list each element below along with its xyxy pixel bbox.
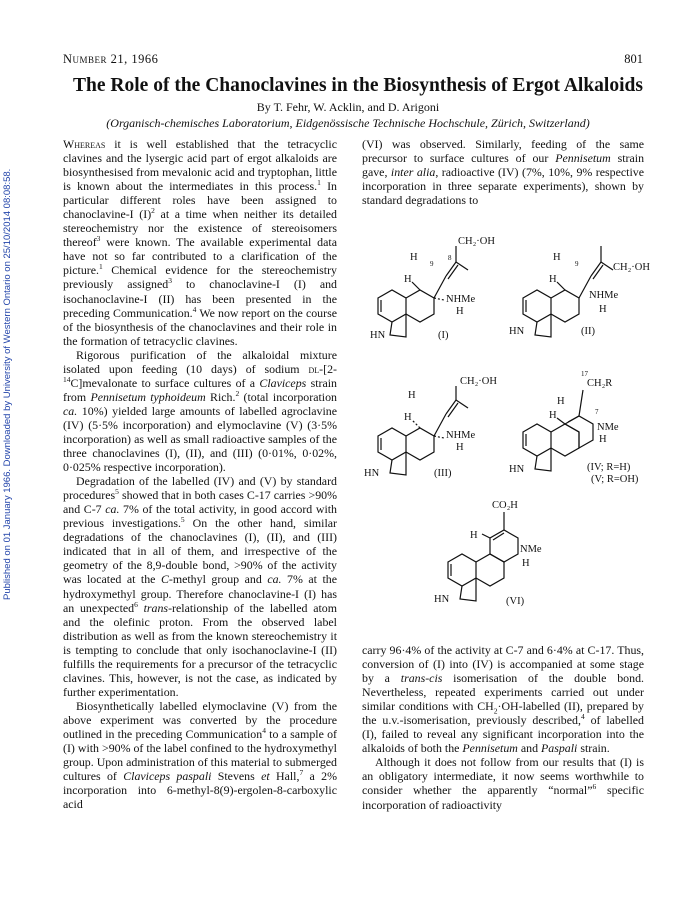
structure-IV-V-skeleton (505, 370, 655, 490)
structure-II-skeleton (505, 240, 645, 350)
page-header (63, 52, 643, 68)
paragraph-7: Although it does not follow from our results that (I) is an obligatory intermediate, it now seems worthwhile to consider whether the apparently “normal”$^6$ specific incorporation of radioactivity (362, 755, 644, 812)
structure-II: H 9 CH₂·OH H NHMe H HN (II) (505, 240, 645, 350)
download-watermark: Published on 01 January 1966. Downloaded by University of Western Ontario on 25/10/2014 08:08:58. (2, 168, 13, 600)
article-title: The Role of the Chanoclavines in the Biosynthesis of Ergot Alkaloids (73, 75, 643, 96)
authors: By T. Fehr, W. Acklin, and D. Arigoni (256, 100, 440, 114)
paragraph-6: carry 96·4% of the activity at C-7 and 6·4% at C-17. Thus, conversion of (I) into (IV) is accompanied at some stage by a trans-cis isomerisation of the double bond. Nevertheless, repeated experiments carried out under similar conditions with $CH_2\cdot OH$-labelled (II), prepared by the u.v.-isomerisation, previously described,$^4$ of labelled (I), failed to reveal any significant incorporation into the alkaloids of both the Pennisetum and Paspali strain. (362, 643, 644, 756)
journal-number: Number 21, 1966 (63, 52, 159, 66)
page-number: 801 (624, 52, 643, 66)
structure-IV-V: 17 CH₂R H 7 H NMe H HN (IV; R=H) (V; R=OH) (505, 370, 655, 490)
structure-III: CH₂·OH H H NHMe H HN (III) (360, 378, 500, 488)
paragraph-2: Rigorous purification of the alkaloidal mixture isolated upon feeding (10 days) of sodium dl-[2-$^{14}$C]mevalonate to surface cultures of a Claviceps strain from Pennisetum typhoideum Rich.$^2$ (total incorporation ca. 10%) yielded large amounts of labelled agroclavine (IV) (5·5% incorporation) and elymoclavine (V) (3·5% incorporation) as well as small radioactive samples of the three chanoclavines (I), (II), and (III) (0·01%, 0·02%, 0·025% respective incorporation). (63, 347, 337, 475)
paragraph-5: (VI) was observed. Similarly, feeding of the same precursor to surface cultures of our Pennisetum strain gave, inter alia, radioactive (IV) (7%, 10%, 9% respective incorporation in three separate experiments), shown by standard degradations to (362, 137, 645, 208)
structure-VI: CO₂H H NMe H HN (VI) (430, 500, 580, 620)
column-right-bottom (362, 643, 644, 812)
paragraph-1: Whereas it is well established that the tetracyclic clavines and the lysergic acid part of ergot alkaloids are biosynthesised from mevalonic acid and tryptophan, little is known about the intermediates in this process.$^1$ In particular different roles have been assigned to chanoclavine-I $(I)^2$ at a time when neither its detailed stereochemistry nor the existence of stereoisomers thereof$^3$ were known. The available experimental data have not so far contributed to a clarification of the picture.$^1$ Chemical evidence for the stereochemistry previously assigned$^3$ to chanoclavine-I (I) and isochanoclavine-I (II) has been presented in the preceding Communication.$^4$ We now report on the course of the biosynthesis of the chanoclavines and their role in the formation of tetracyclic clavines. (63, 137, 338, 348)
structure-III-skeleton (360, 378, 500, 488)
structure-I: CH₂·OH H 9 8 H NHMe H HN (I) (360, 240, 500, 350)
structure-VI-skeleton (430, 500, 580, 620)
paragraph-3: Degradation of the labelled (IV) and (V) by standard procedures$^5$ showed that in both cases C-17 carries >90% and C-7 ca. 7% of the total activity, in good accord with previous investigations.$^5$ On the other hand, similar degradations of the chanoclavines (I), (II), and (III) indicated that in all of them, and irrespective of the geometry of the 8,9-double bond, >90% of the activity was located at the C-methyl group and ca. 7% at the hydroxymethyl group. Therefore chanoclavine-I (I) has an unexpected$^6$ trans-relationship of the labelled atom and the olefinic proton. From the observed label distribution as well as from the known stereochemistry it is tempting to conclude that only isochanoclavine-I (II) fulfills the requirements for a precursor of the tetracyclic clavines. This, however, is not the case, as indicated by further experimentation. (63, 474, 337, 699)
column-right-top (362, 137, 644, 207)
affiliation: (Organisch-chemisches Laboratorium, Eidgenössische Technische Hochschule, Zürich, Switzerland) (106, 116, 590, 130)
column-left (63, 137, 337, 811)
paragraph-4: Biosynthetically labelled elymoclavine (V) from the above experiment was converted by the procedure outlined in the preceding Communication$^4$ to a sample of (I) with >90% of the label confined to the hydroxymethyl group. Upon administration of this material to submerged cultures of Claviceps paspali Stevens et Hall,$^7$ a 2% incorporation into 6-methyl-8(9)-ergolen-8-carboxylic acid (63, 698, 337, 812)
